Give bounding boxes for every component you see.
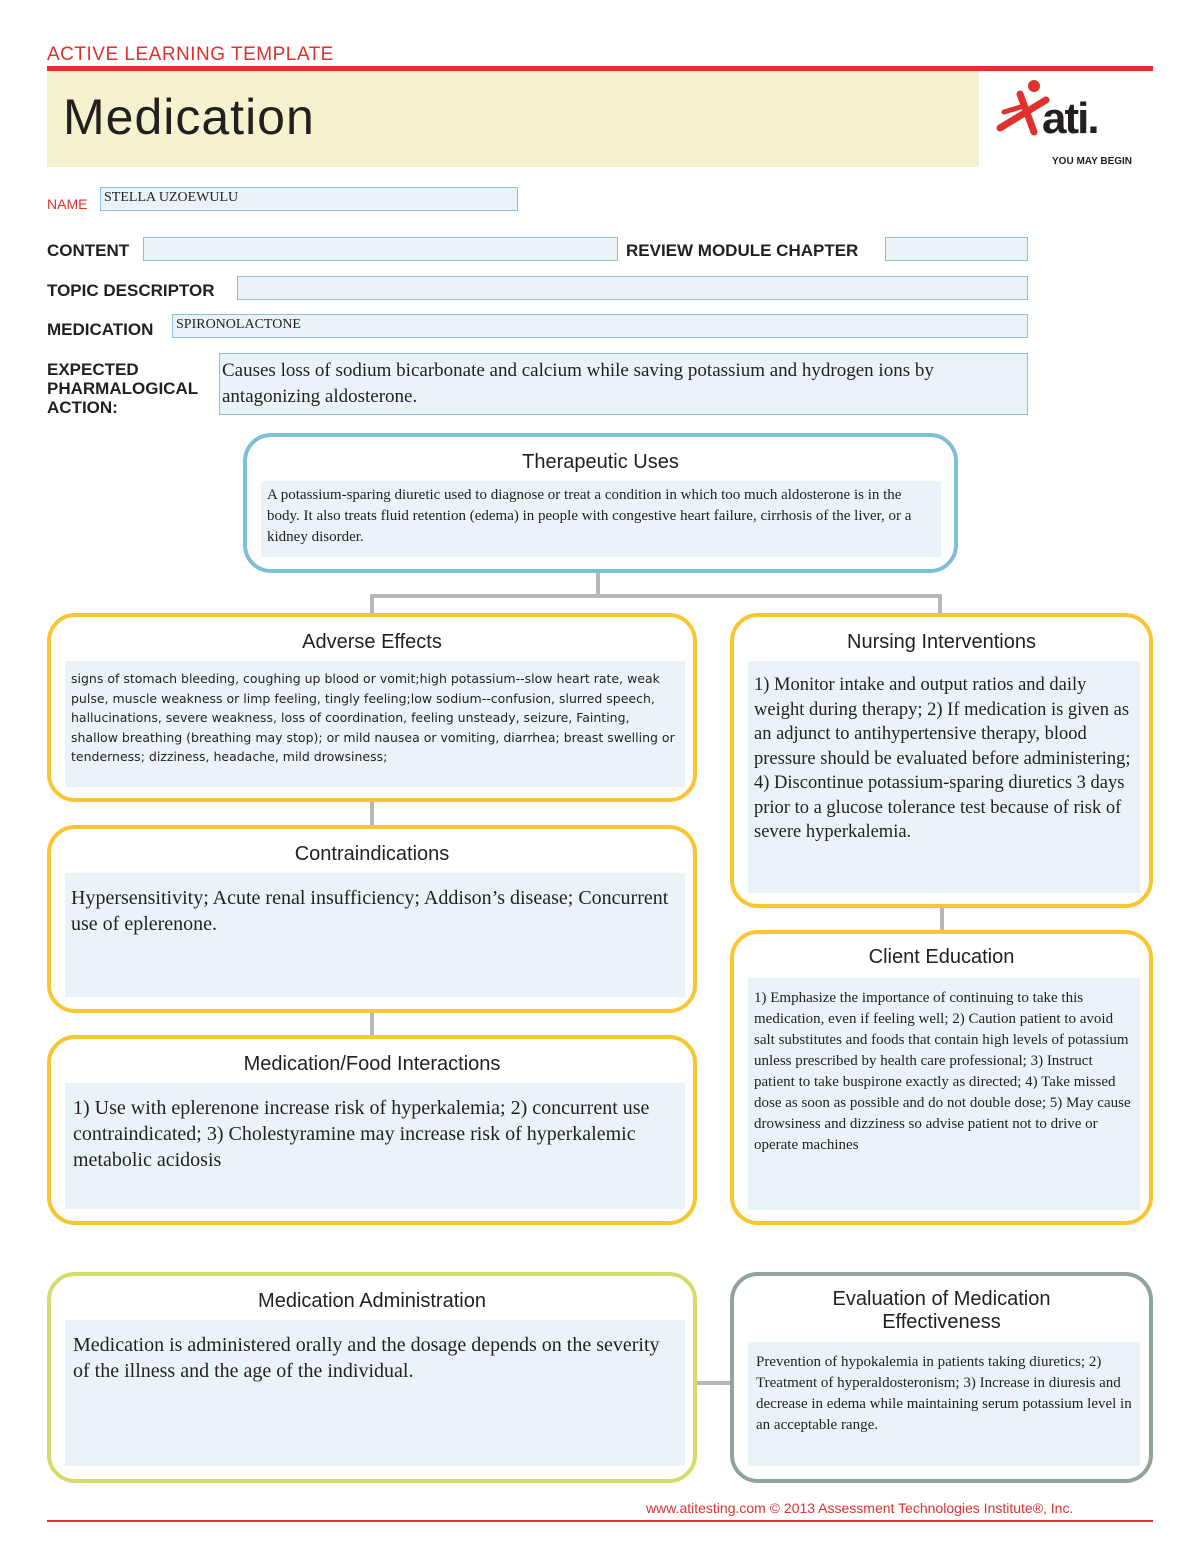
adverse-effects-title: Adverse Effects (302, 631, 442, 653)
therapeutic-uses-field[interactable]: A potassium-sparing diuretic used to diagnose or treat a condition in which too much aldosterone is in the body. It also treats fluid retention (edema) in people with congestive heart failure, cirrhosis of the liver, or a kidney disorder. (261, 481, 941, 557)
evaluation-field[interactable]: Prevention of hypokalemia in patients taking diuretics; 2) Treatment of hyperaldosteronism; 3) Increase in diuresis and decrease in edema while maintaining serum potassium level in an acceptable range. (748, 1342, 1140, 1466)
logo-tagline: YOU MAY BEGIN (1052, 156, 1133, 167)
connector-line (940, 906, 944, 933)
adverse-effects-field[interactable]: signs of stomach bleeding, coughing up blood or vomit;high potassium--slow heart rate, weak pulse, muscle weakness or limp feeling, tingly feeling;low sodium--confusion, slurred speech, hallucinations, severe weakness, loss of coordination, feeling unsteady, seizure, Fainting, shallow breathing (breathing may stop); or mild nausea or vomiting, diarrhea; breast swelling or tenderness; dizziness, headache, mild drowsiness; (65, 661, 685, 787)
administration-title: Medication Administration (258, 1290, 486, 1312)
topic-label: TOPIC DESCRIPTOR (47, 281, 215, 300)
chapter-label: REVIEW MODULE CHAPTER (626, 241, 859, 260)
client-education-card (730, 930, 1153, 1225)
connector-line (370, 594, 942, 598)
medication-label: MEDICATION (47, 320, 154, 339)
interactions-title: Medication/Food Interactions (243, 1053, 501, 1075)
contraindications-card (47, 825, 697, 1013)
action-label-line: PHARMALOGICAL (47, 379, 199, 398)
contraindications-field[interactable]: Hypersensitivity; Acute renal insufficiency; Addison’s disease; Concurrent use of eplerenone. (65, 873, 685, 997)
connector-line (370, 1010, 374, 1038)
footer-text: www.atitesting.com © 2013 Assessment Technologies Institute®, Inc. (646, 1500, 1074, 1516)
contraindications-title: Contraindications (294, 843, 450, 865)
footer-rule (47, 1520, 1153, 1522)
action-label-line: ACTION: (47, 398, 118, 417)
nursing-interventions-field[interactable]: 1) Monitor intake and output ratios and daily weight during therapy; 2) If medication is given as an adjunct to antihypertensive therapy, blood pressure should be evaluated before administering; 4) Discontinue potassium-sparing diuretics 3 days prior to a glucose tolerance test because of risk of severe hyperkalemia. (748, 661, 1140, 893)
therapeutic-uses-title: Therapeutic Uses (522, 451, 679, 473)
evaluation-title-line: Evaluation of Medication (832, 1288, 1051, 1310)
client-education-title: Client Education (868, 946, 1015, 968)
name-label: NAME (47, 196, 88, 212)
evaluation-title (734, 1288, 1149, 1334)
action-field[interactable]: Causes loss of sodium bicarbonate and calcium while saving potassium and hydrogen ions by antagonizing aldosterone. (219, 353, 1028, 415)
logo-text: ati. (1042, 94, 1098, 143)
content-field[interactable] (143, 237, 618, 261)
nursing-interventions-card (730, 613, 1153, 908)
name-field[interactable]: STELLA UZOEWULU (100, 187, 518, 211)
therapeutic-uses-card (243, 433, 958, 573)
template-label: ACTIVE LEARNING TEMPLATE (47, 44, 334, 65)
medication-field[interactable]: SPIRONOLACTONE (172, 314, 1028, 338)
adverse-effects-card (47, 613, 697, 802)
ati-logo (990, 76, 1155, 171)
interactions-card (47, 1035, 697, 1225)
administration-field[interactable]: Medication is administered orally and the dosage depends on the severity of the illness and the age of the individual. (65, 1320, 685, 1466)
action-label-line: EXPECTED (47, 360, 139, 379)
action-label (47, 360, 198, 417)
topic-field[interactable] (237, 276, 1028, 300)
nursing-interventions-title: Nursing Interventions (847, 631, 1036, 653)
evaluation-card (730, 1272, 1153, 1483)
administration-card (47, 1272, 697, 1483)
content-label: CONTENT (47, 241, 130, 260)
interactions-field[interactable]: 1) Use with eplerenone increase risk of hyperkalemia; 2) concurrent use contraindicated; 3) Cholestyramine may increase risk of hyperkalemic metabolic acidosis (65, 1083, 685, 1209)
connector-line (596, 571, 600, 596)
client-education-field[interactable]: 1) Emphasize the importance of continuing to take this medication, even if feeling well; 2) Caution patient to avoid salt substitutes and foods that contain high levels of potassium unless prescribed by health care professional; 3) Instruct patient to take buspirone exactly as directed; 4) Take missed dose as soon as possible and do not double dose; 5) May cause drowsiness and dizziness so advise patient not to drive or operate machines (748, 978, 1140, 1210)
connector-line (370, 800, 374, 828)
chapter-field[interactable] (885, 237, 1028, 261)
connector-line (695, 1381, 733, 1385)
page-title: Medication (63, 89, 315, 145)
evaluation-title-line: Effectiveness (882, 1311, 1001, 1333)
